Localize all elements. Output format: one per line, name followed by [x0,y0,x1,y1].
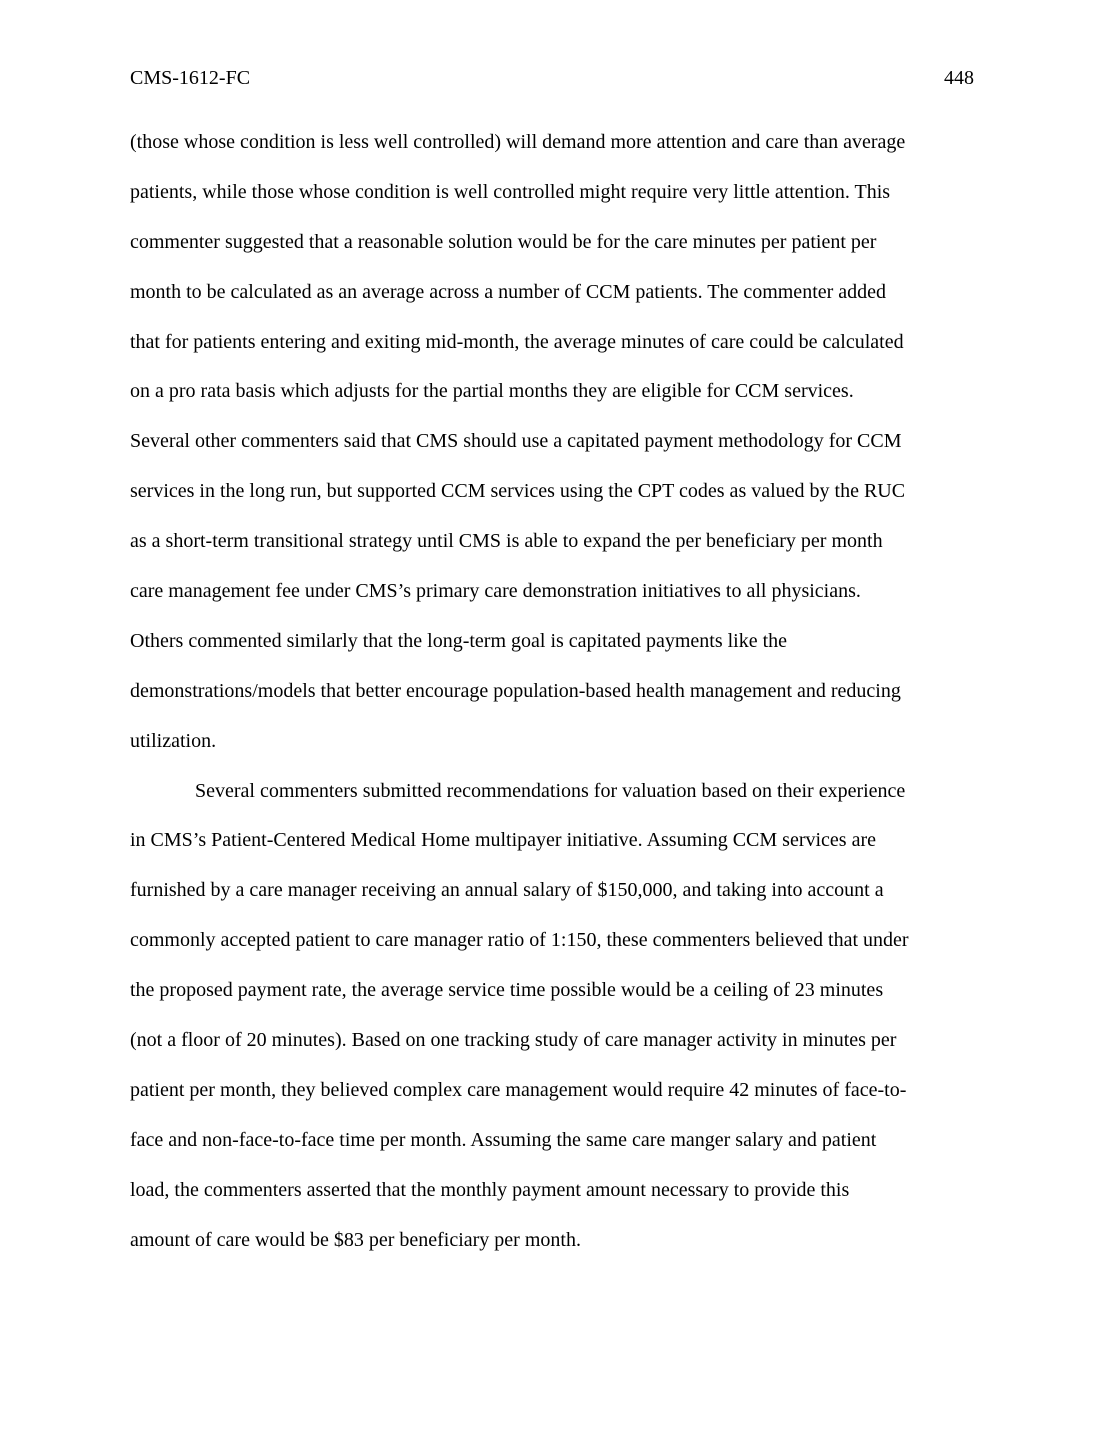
page-number: 448 [944,67,974,89]
text-line: in CMS’s Patient-Centered Medical Home multipayer initiative. Assuming CCM services are [130,829,876,852]
text-line: the proposed payment rate, the average service time possible would be a ceiling of 23 minutes [130,979,884,1002]
text-line: care management fee under CMS’s primary care demonstration initiatives to all physicians. [130,580,861,603]
body-text [130,118,980,1265]
text-line: load, the commenters asserted that the monthly payment amount necessary to provide this [130,1178,850,1201]
text-line: Several other commenters said that CMS should use a capitated payment methodology for CCM [130,430,902,453]
document-id: CMS-1612-FC [130,67,251,89]
text-line: (not a floor of 20 minutes). Based on one tracking study of care manager activity in minutes per [130,1029,897,1052]
text-line: utilization. [130,729,217,752]
text-line: services in the long run, but supported CCM services using the CPT codes as valued by the RUC [130,480,906,503]
text-line: as a short-term transitional strategy until CMS is able to expand the per beneficiary per month [130,530,883,553]
text-line: demonstrations/models that better encourage population-based health management and reducing [130,679,901,702]
text-line: that for patients entering and exiting mid-month, the average minutes of care could be calculated [130,330,904,353]
text-line: amount of care would be $83 per beneficiary per month. [130,1228,581,1251]
text-line: Several commenters submitted recommendations for valuation based on their experience [195,779,906,802]
text-line: patient per month, they believed complex care management would require 42 minutes of face-to- [130,1078,907,1101]
text-line: commenter suggested that a reasonable solution would be for the care minutes per patient per [130,230,877,253]
text-line: commonly accepted patient to care manager ratio of 1:150, these commenters believed that under [130,929,909,952]
text-line: on a pro rata basis which adjusts for the partial months they are eligible for CCM services. [130,380,854,403]
text-line: face and non-face-to-face time per month. Assuming the same care manger salary and patient [130,1128,877,1151]
paragraph [130,767,980,1266]
text-line: (those whose condition is less well controlled) will demand more attention and care than average [130,131,906,153]
text-line: patients, while those whose condition is well controlled might require very little attention. This [130,180,891,203]
text-line: month to be calculated as an average across a number of CCM patients. The commenter added [130,280,887,303]
text-line: furnished by a care manager receiving an annual salary of $150,000, and taking into account a [130,879,884,902]
paragraph [130,118,980,767]
text-line: Others commented similarly that the long-term goal is capitated payments like the [130,629,788,652]
